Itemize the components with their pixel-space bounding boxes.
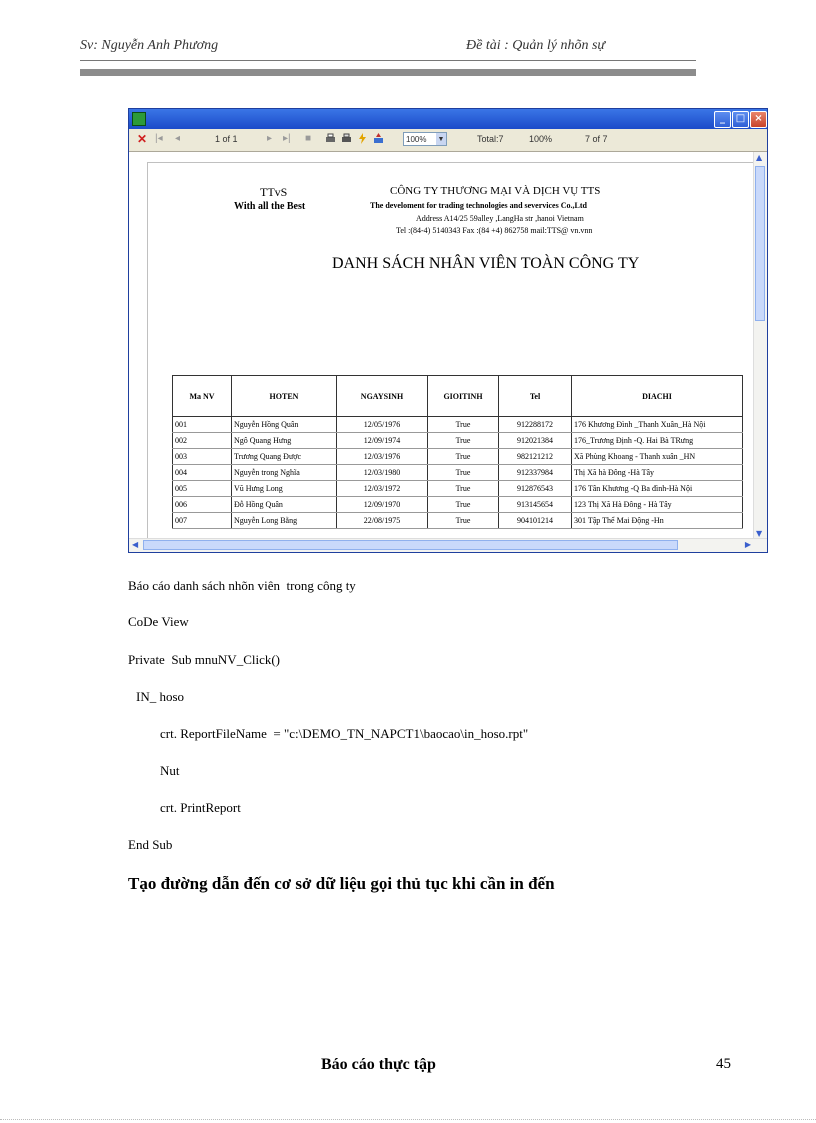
scroll-left-icon[interactable]: ◀ — [132, 540, 139, 549]
last-page-button[interactable]: ▸| — [283, 133, 291, 144]
zoom-select[interactable] — [403, 132, 447, 146]
table-row — [173, 513, 743, 529]
record-count: 7 of 7 — [585, 134, 608, 144]
cell-manv: 005 — [173, 481, 232, 497]
total-records: Total:7 — [477, 134, 504, 144]
report-company: CÔNG TY THƯƠNG MẠI VÀ DỊCH VỤ TTS — [390, 185, 601, 197]
code-call: IN_ hoso — [136, 689, 185, 704]
cell-manv: 004 — [173, 465, 232, 481]
cell-gioitinh: True — [428, 481, 499, 497]
header-student: Sv: Nguyễn Anh Phương — [80, 38, 219, 53]
table-row — [173, 481, 743, 497]
col-header-gioitinh: GIOITINH — [428, 376, 499, 417]
col-header-hoten: HOTEN — [232, 376, 337, 417]
cell-diachi: 176 Tân Khương -Q Ba đình-Hà Nội — [572, 481, 743, 497]
section-heading: Tạo đường dẫn đến cơ sở dữ liệu gọi thủ tục khi cần in đến — [128, 874, 555, 893]
refresh-lightning-icon[interactable] — [357, 133, 368, 144]
cell-ngaysinh: 12/09/1974 — [337, 433, 428, 449]
table-row — [173, 465, 743, 481]
printer-setup-icon[interactable] — [341, 133, 352, 144]
cell-tel: 912337984 — [499, 465, 572, 481]
title-bar — [129, 109, 767, 129]
cell-hoten: Nguyễn Hồng Quân — [232, 417, 337, 433]
cell-ngaysinh: 12/03/1972 — [337, 481, 428, 497]
cell-diachi: 301 Tập Thể Mai Động -Hn — [572, 513, 743, 529]
next-page-button[interactable]: ▸ — [267, 133, 273, 144]
report-canvas — [131, 152, 756, 539]
cell-ngaysinh: 12/09/1970 — [337, 497, 428, 513]
code-print: crt. PrintReport — [160, 800, 241, 815]
cell-manv: 001 — [173, 417, 232, 433]
cell-hoten: Vũ Hưng Long — [232, 481, 337, 497]
cell-diachi: 123 Thị Xã Hà Đông - Hà Tây — [572, 497, 743, 513]
cell-hoten: Đỗ Hồng Quân — [232, 497, 337, 513]
code-nut: Nut — [160, 763, 180, 778]
maximize-button[interactable]: □ — [732, 111, 749, 128]
cell-gioitinh: True — [428, 465, 499, 481]
cell-ngaysinh: 12/03/1980 — [337, 465, 428, 481]
cell-ngaysinh: 12/05/1976 — [337, 417, 428, 433]
horizontal-scroll-thumb[interactable] — [143, 540, 678, 550]
col-header-ngaysinh: NGAYSINH — [337, 376, 428, 417]
cell-tel: 912288172 — [499, 417, 572, 433]
col-header-manv: Ma NV — [173, 376, 232, 417]
cell-hoten: Nguyễn trong Nghĩa — [232, 465, 337, 481]
cell-gioitinh: True — [428, 513, 499, 529]
cell-hoten: Ngô Quang Hưng — [232, 433, 337, 449]
cell-manv: 002 — [173, 433, 232, 449]
cell-hoten: Nguyễn Long Bằng — [232, 513, 337, 529]
cell-tel: 912021384 — [499, 433, 572, 449]
header-bar — [80, 69, 696, 76]
col-header-tel: Tel — [499, 376, 572, 417]
report-page — [147, 162, 756, 539]
table-row — [173, 417, 743, 433]
cell-diachi: Xã Phùng Khoang - Thanh xuân _HN — [572, 449, 743, 465]
first-page-button[interactable]: |◂ — [155, 133, 163, 144]
report-viewer-window — [128, 108, 768, 553]
footer-title: Báo cáo thực tập — [321, 1056, 436, 1073]
cell-tel: 912876543 — [499, 481, 572, 497]
header-topic: Đề tài : Quản lý nhõn sự — [466, 38, 606, 53]
page-indicator: 1 of 1 — [215, 134, 238, 144]
close-window-button[interactable]: × — [750, 111, 767, 128]
table-row — [173, 497, 743, 513]
cell-gioitinh: True — [428, 433, 499, 449]
minimize-button[interactable]: _ — [714, 111, 731, 128]
cell-manv: 006 — [173, 497, 232, 513]
cell-manv: 003 — [173, 449, 232, 465]
scroll-down-icon[interactable]: ▼ — [756, 529, 763, 538]
cell-manv: 007 — [173, 513, 232, 529]
chevron-down-icon[interactable]: ▼ — [436, 133, 446, 145]
report-motto: With all the Best — [234, 201, 306, 212]
cell-hoten: Trương Quang Được — [232, 449, 337, 465]
page-number: 45 — [716, 1056, 731, 1072]
stop-button[interactable]: ■ — [305, 133, 312, 144]
code-sub-start: Private Sub mnuNV_Click() — [128, 652, 281, 667]
cell-gioitinh: True — [428, 417, 499, 433]
zoom-value: 100% — [406, 135, 427, 144]
scroll-up-icon[interactable]: ▲ — [756, 153, 763, 162]
cell-tel: 904101214 — [499, 513, 572, 529]
report-title: DANH SÁCH NHÂN VIÊN TOÀN CÔNG TY — [332, 255, 640, 272]
cell-diachi: 176_Trương Định -Q. Hai Bà TRưng — [572, 433, 743, 449]
scroll-right-icon[interactable]: ▶ — [744, 540, 751, 549]
caption-text: Báo cáo danh sách nhõn viên trong công ty — [128, 578, 356, 593]
col-header-diachi: DIACHI — [572, 376, 743, 417]
cell-diachi: 176 Khương Đình _Thanh Xuân_Hà Nội — [572, 417, 743, 433]
report-address: Address A14/25 59alley ,LangHa str ,hanoi Vietnam — [416, 214, 584, 223]
cell-diachi: Thị Xã hà Đông -Hà Tây — [572, 465, 743, 481]
report-development: The develoment for trading technologies and severvices Co.,Ltd — [370, 201, 587, 210]
cell-ngaysinh: 22/08/1975 — [337, 513, 428, 529]
report-tel: Tel :(84-4) 5140343 Fax :(84 +4) 862758 mail:TTS@ vn.vnn — [396, 226, 593, 235]
print-icon[interactable] — [325, 133, 336, 144]
code-assign: crt. ReportFileName = "c:\DEMO_TN_NAPCT1\baocao\in_hoso.rpt" — [160, 726, 529, 741]
cell-gioitinh: True — [428, 497, 499, 513]
report-org-short: TTvS — [260, 185, 288, 199]
footer-divider — [0, 1119, 816, 1120]
app-icon — [132, 112, 146, 126]
vertical-scroll-thumb[interactable] — [755, 166, 765, 321]
cell-gioitinh: True — [428, 449, 499, 465]
cell-tel: 982121212 — [499, 449, 572, 465]
table-row — [173, 449, 743, 465]
horizontal-scrollbar[interactable] — [129, 538, 767, 552]
vertical-scrollbar[interactable] — [753, 152, 767, 539]
export-icon[interactable] — [373, 133, 384, 144]
employee-table — [172, 375, 743, 529]
percent-read: 100% — [529, 134, 553, 144]
table-row — [173, 433, 743, 449]
header-divider — [80, 60, 696, 61]
code-view-label: CoDe View — [128, 614, 189, 629]
viewer-toolbar — [129, 129, 767, 152]
table-header-row — [173, 376, 743, 417]
code-sub-end: End Sub — [128, 837, 173, 852]
prev-page-button[interactable]: ◂ — [175, 133, 181, 144]
cell-tel: 913145654 — [499, 497, 572, 513]
cell-ngaysinh: 12/03/1976 — [337, 449, 428, 465]
close-report-button[interactable]: ✕ — [137, 132, 148, 146]
